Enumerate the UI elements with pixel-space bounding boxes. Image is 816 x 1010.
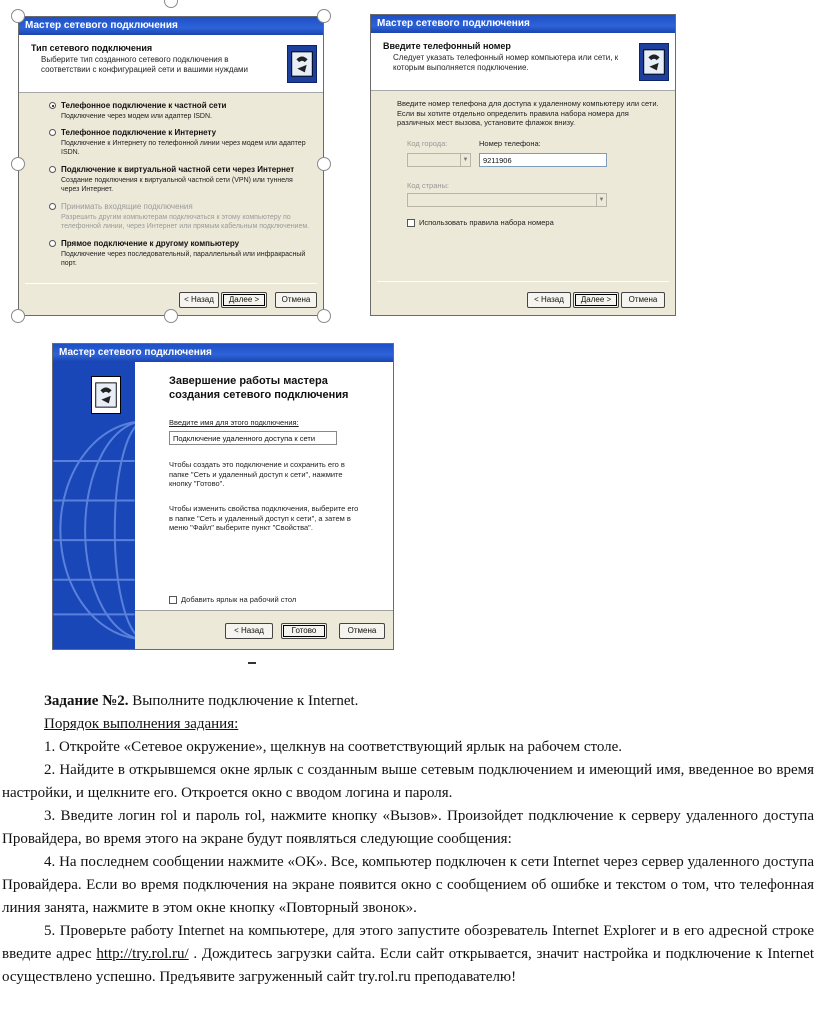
option-label: Телефонное подключение к частной сети	[61, 101, 227, 110]
info-text: Введите номер телефона для доступа к удаленному компьютеру или сети. Если вы хотите отдельно определить правила набора номера для различных мест вызова, установите флажок внизу.	[397, 99, 659, 127]
option-label: Подключение к виртуальной частной сети через Интернет	[61, 165, 295, 174]
divider	[377, 281, 669, 282]
option-description: Подключение к Интернету по телефонной линии через модем или адаптер ISDN.	[61, 140, 306, 156]
dialog-title-bar: Мастер сетевого подключения	[371, 15, 675, 33]
area-code-dropdown	[407, 153, 471, 167]
back-button[interactable]: < Назад	[527, 292, 571, 308]
radio-button[interactable]	[49, 240, 56, 247]
resize-handle[interactable]	[164, 309, 178, 323]
dialog-header	[371, 33, 675, 91]
next-button[interactable]: Далее >	[221, 292, 267, 308]
chevron-down-icon: ▼	[596, 194, 606, 206]
task-title	[44, 690, 358, 713]
resize-handle[interactable]	[164, 0, 178, 8]
wizard-dialog-phone-number	[370, 14, 676, 316]
task-number: Задание №2.	[44, 693, 129, 709]
desktop-shortcut-checkbox[interactable]	[169, 596, 177, 604]
network-wizard-icon	[287, 45, 317, 83]
dialog-title-bar: Мастер сетевого подключения	[53, 344, 393, 362]
finish-instruction-text: Чтобы создать это подключение и сохранить его в папке "Сеть и удаленный доступ к сети", нажмите кнопку "Готово".	[169, 460, 345, 488]
step-1	[2, 736, 814, 759]
resize-handle[interactable]	[317, 9, 331, 23]
step-text: 2. Найдите в открывшемся окне ярлык с созданным выше сетевым подключением и имеющий имя, введенное во время настройки, и щелкните его. Откроется окно с вводом логина и пароля.	[2, 762, 814, 801]
step-4	[2, 851, 814, 920]
step-2	[2, 759, 814, 805]
task-title-text: Выполните подключение к Internet.	[128, 693, 359, 709]
radio-button-selected[interactable]	[49, 102, 56, 109]
heading-line: создания сетевого подключения	[169, 389, 349, 401]
finish-heading	[169, 374, 348, 402]
dialing-rules-label: Использовать правила набора номера	[419, 218, 554, 227]
option-description: Создание подключения к виртуальной частной сети (VPN) или туннеля через Интернет.	[61, 177, 293, 193]
chevron-down-icon: ▼	[460, 154, 470, 166]
phone-number-input[interactable]: 9211906	[479, 153, 607, 167]
area-code-label: Код города:	[407, 139, 448, 148]
option-description: Подключение через модем или адаптер ISDN.	[61, 113, 212, 120]
next-button[interactable]: Далее >	[573, 292, 619, 308]
step-5	[2, 920, 814, 989]
desktop-shortcut-label: Добавить ярлык на рабочий стол	[181, 595, 297, 604]
step-text: 4. На последнем сообщении нажмите «ОК». Все, компьютер подключен к сети Internet через сервер удаленного доступа Провайдера. Если во время подключения на экране появится окно с сообщением об ошибке и текстом о том, что телефонная линия занята, нажмите в этом окне кнопку «Повторный звонок».	[2, 854, 814, 916]
radio-button-disabled	[49, 203, 56, 210]
network-wizard-icon	[91, 376, 121, 414]
country-code-dropdown	[407, 193, 607, 207]
header-subtitle: Выберите тип созданного сетевого подключения в соответствии с конфигурацией сети и вашими нуждами	[41, 55, 248, 74]
resize-handle[interactable]	[11, 9, 25, 23]
cancel-button[interactable]: Отмена	[339, 623, 385, 639]
option-description: Подключение через последовательный, параллельный или инфракрасный порт.	[61, 251, 306, 267]
option-description: Разрешить другим компьютерам подключаться к этому компьютеру по телефонной линии, через Интернет или прямым кабельным подключением.	[61, 214, 310, 230]
phone-number-label: Номер телефона:	[479, 139, 541, 148]
radio-button[interactable]	[49, 129, 56, 136]
dialog-header	[19, 35, 323, 93]
back-button[interactable]: < Назад	[225, 623, 273, 639]
connection-name-input[interactable]: Подключение удаленного доступа к сети	[169, 431, 337, 445]
back-button[interactable]: < Назад	[179, 292, 219, 308]
wizard-dialog-finish	[52, 343, 394, 650]
resize-handle[interactable]	[317, 309, 331, 323]
wizard-dialog-connection-type	[18, 16, 324, 316]
finish-button[interactable]: Готово	[281, 623, 327, 639]
cancel-button[interactable]: Отмена	[621, 292, 665, 308]
site-link[interactable]: http://try.rol.ru/	[96, 946, 189, 962]
divider	[25, 283, 317, 284]
header-title: Тип сетевого подключения	[31, 43, 153, 53]
step-text: 3. Введите логин rol и пароль rol, нажмите кнопку «Вызов». Произойдет подключение к серверу удаленного доступа Провайдера, во время этого на экране будут появляться следующие сообщения:	[2, 808, 814, 847]
option-label: Телефонное подключение к Интернету	[61, 128, 217, 137]
resize-handle[interactable]	[11, 309, 25, 323]
cancel-button[interactable]: Отмена	[275, 292, 317, 308]
step-text: . Дождитесь загрузки сайта. Если сайт открывается, значит настройка и подключение к Internet осуществлено успешно. Предъявите загруженный сайт try.rol.ru преподавателю!	[2, 946, 814, 985]
resize-handle[interactable]	[11, 157, 25, 171]
wizard-side-banner	[53, 362, 135, 649]
step-3	[2, 805, 814, 851]
button-bar	[135, 610, 393, 649]
dialing-rules-checkbox[interactable]	[407, 219, 415, 227]
connection-name-label: Введите имя для этого подключения:	[169, 418, 299, 427]
network-wizard-icon	[639, 43, 669, 81]
properties-instruction-text: Чтобы изменить свойства подключения, выберите его в папке "Сеть и удаленный доступ к сети", а затем в меню "Файл" выберите пункт "Свойства".	[169, 504, 359, 532]
header-subtitle: Следует указать телефонный номер компьютера или сети, к которым выполняется подключение.	[393, 53, 619, 72]
stray-mark	[248, 662, 256, 664]
option-label: Принимать входящие подключения	[61, 202, 193, 211]
step-text: 5. Проверьте работу Internet на компьютере, для этого запустите обозреватель Internet Explorer и в его адресной строке введите адрес	[2, 923, 814, 962]
step-text: 1. Откройте «Сетевое окружение», щелкнув на соответствующий ярлык на рабочем столе.	[44, 739, 623, 755]
resize-handle[interactable]	[317, 157, 331, 171]
heading-line: Завершение работы мастера	[169, 375, 328, 387]
dialog-title-bar: Мастер сетевого подключения	[19, 17, 323, 35]
header-title: Введите телефонный номер	[383, 41, 511, 51]
option-label: Прямое подключение к другому компьютеру	[61, 239, 240, 248]
country-code-label: Код страны:	[407, 181, 449, 190]
radio-button[interactable]	[49, 166, 56, 173]
task-order-heading: Порядок выполнения задания:	[44, 716, 239, 732]
